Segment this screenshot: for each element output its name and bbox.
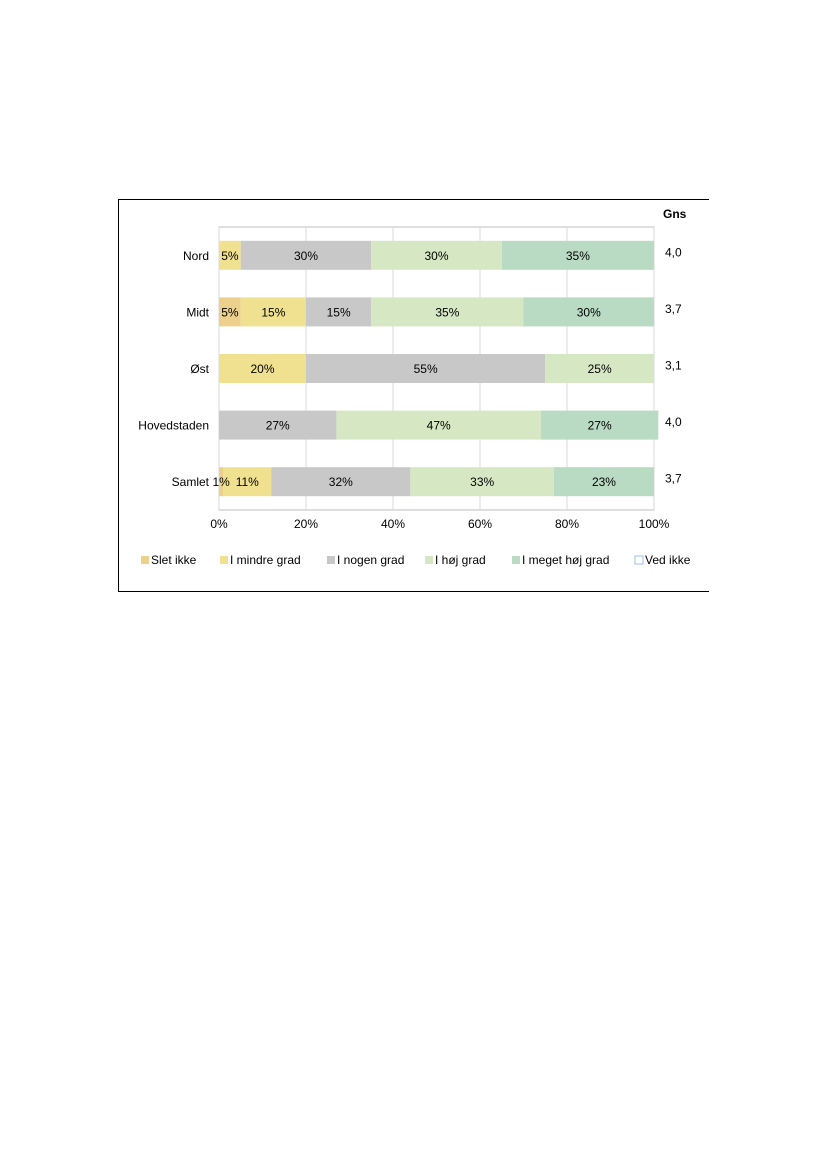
data-label: 55% — [413, 362, 438, 376]
legend-label: I meget høj grad — [522, 553, 610, 567]
gns-value: 3,7 — [665, 301, 682, 316]
category-label: Midt — [186, 305, 209, 320]
data-label: 30% — [424, 248, 449, 263]
legend-swatch — [425, 556, 433, 564]
data-label: 30% — [576, 305, 601, 320]
data-label: 5% — [221, 248, 239, 263]
data-label: 35% — [565, 248, 590, 263]
gns-header: Gns — [663, 207, 687, 221]
gns-value: 4,0 — [665, 245, 682, 260]
data-label: 15% — [326, 305, 351, 320]
legend-label: Slet ikke — [151, 553, 197, 567]
gns-value: 3,1 — [665, 358, 682, 373]
data-label: 47% — [426, 418, 451, 433]
legend-label: Ved ikke — [645, 553, 691, 567]
gns-value: 4,0 — [665, 415, 682, 430]
x-tick-label: 0% — [210, 517, 228, 531]
legend-label: I høj grad — [435, 553, 486, 567]
legend-label: I nogen grad — [337, 553, 405, 567]
data-label: 25% — [587, 362, 612, 376]
x-tick-label: 100% — [638, 517, 670, 531]
data-label: 30% — [293, 248, 319, 263]
legend-swatch — [327, 556, 335, 564]
data-label: 27% — [587, 418, 612, 433]
category-label: Øst — [190, 362, 209, 376]
data-label: 35% — [435, 305, 460, 320]
data-label: 1% — [212, 475, 230, 490]
x-tick-label: 20% — [293, 517, 319, 531]
legend-label: I mindre grad — [230, 553, 301, 567]
stacked-bar-chart — [119, 200, 709, 592]
legend-swatch — [512, 556, 520, 564]
legend-layer — [141, 553, 691, 567]
data-label: 27% — [265, 418, 290, 433]
data-label: 23% — [591, 475, 616, 490]
x-tick-label: 40% — [380, 517, 406, 531]
data-label: 32% — [328, 475, 353, 490]
data-label: 33% — [470, 475, 495, 490]
data-label: 5% — [221, 305, 239, 320]
legend-swatch — [141, 556, 149, 564]
data-label: 11% — [235, 475, 259, 490]
data-label: 20% — [250, 362, 275, 376]
chart-frame — [118, 199, 709, 592]
x-tick-label: 80% — [554, 517, 580, 531]
category-label: Hovedstaden — [138, 418, 209, 433]
legend-swatch — [635, 556, 643, 564]
data-label: 15% — [261, 305, 286, 320]
category-label: Samlet — [171, 475, 209, 490]
gns-value: 3,7 — [665, 471, 682, 486]
x-tick-label: 60% — [467, 517, 493, 531]
category-label: Nord — [182, 248, 209, 263]
legend-swatch — [220, 556, 228, 564]
